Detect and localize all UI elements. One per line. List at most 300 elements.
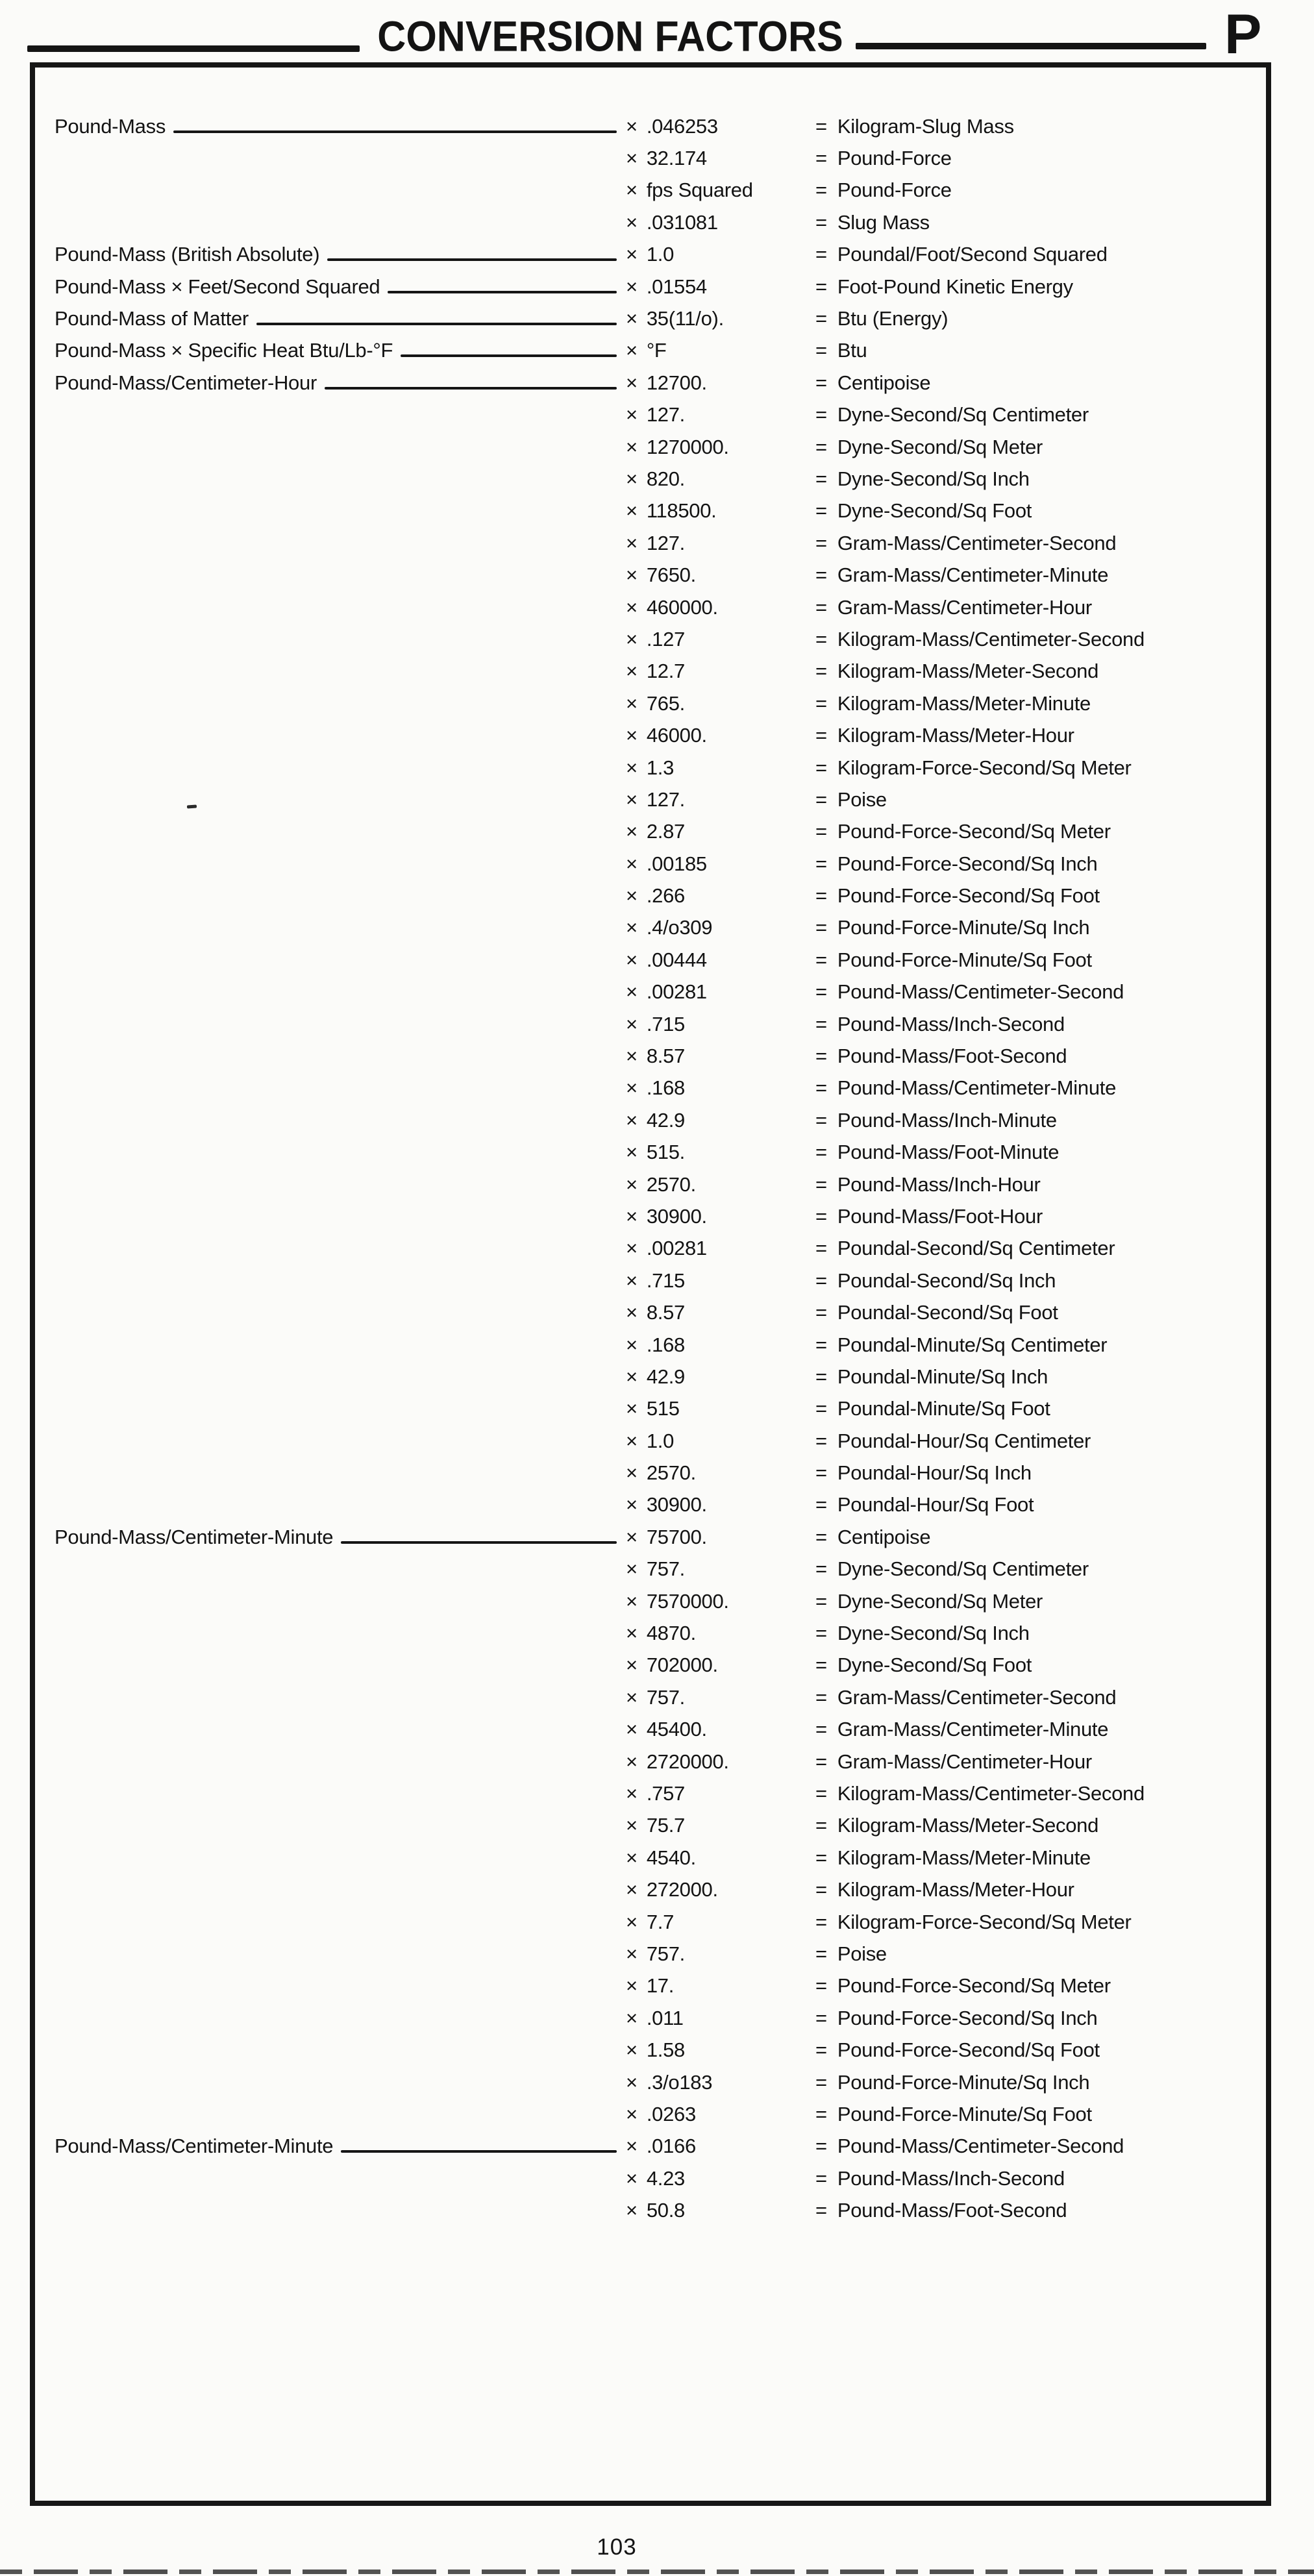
equals-sign: = [815, 275, 827, 298]
result-cell [815, 628, 1253, 651]
factor-value: 17. [646, 1974, 675, 1998]
table-row [35, 1137, 1266, 1169]
result-cell [815, 724, 1253, 747]
table-row [35, 848, 1266, 880]
unit-label: Pound-Mass [55, 114, 166, 138]
equals-sign: = [815, 1429, 827, 1452]
table-row [35, 591, 1266, 623]
table-row [35, 1906, 1266, 1938]
result-unit: Pound-Mass/Foot-Minute [837, 1141, 1060, 1164]
equals-sign: = [815, 2199, 827, 2222]
factor-cell [626, 499, 815, 523]
result-unit: Pound-Force [837, 179, 952, 202]
equals-sign: = [815, 1622, 827, 1645]
factor-value: .00281 [646, 980, 707, 1004]
multiply-sign: × [626, 1045, 638, 1068]
factor-cell [626, 1557, 815, 1581]
multiply-sign: × [626, 371, 638, 394]
unit-label: Pound-Mass × Feet/Second Squared [55, 275, 380, 298]
multiply-sign: × [626, 2102, 638, 2125]
result-cell [815, 1493, 1253, 1517]
result-cell [815, 660, 1253, 683]
factor-value: 702000. [646, 1653, 718, 1677]
factor-cell [626, 1526, 815, 1549]
scan-edge-artifact [0, 2570, 1314, 2574]
unit-label-cell [55, 2135, 626, 2158]
factor-cell [626, 788, 815, 811]
result-cell [815, 1333, 1253, 1357]
multiply-sign: × [626, 1108, 638, 1132]
table-row [35, 1457, 1266, 1489]
factor-cell [626, 436, 815, 459]
table-row [35, 1200, 1266, 1232]
multiply-sign: × [626, 210, 638, 234]
section-tab-letter: P [1224, 3, 1262, 66]
factor-value: .757 [646, 1782, 685, 1805]
factor-value: .127 [646, 627, 685, 650]
result-cell [815, 756, 1253, 780]
multiply-sign: × [626, 564, 638, 587]
equals-sign: = [815, 595, 827, 619]
table-row [35, 335, 1266, 367]
factor-cell [626, 1076, 815, 1100]
factor-cell [626, 2007, 815, 2030]
factor-value: 1.58 [646, 2038, 685, 2062]
factor-cell [626, 1461, 815, 1485]
unit-label-cell [55, 275, 626, 299]
multiply-sign: × [626, 595, 638, 619]
factor-value: 1.0 [646, 1429, 675, 1452]
result-cell [815, 1911, 1253, 1934]
factor-cell [626, 1045, 815, 1068]
multiply-sign: × [626, 1846, 638, 1869]
equals-sign: = [815, 499, 827, 523]
multiply-sign: × [626, 2199, 638, 2222]
factor-cell [626, 2199, 815, 2222]
table-row [35, 1008, 1266, 1040]
table-row [35, 1489, 1266, 1521]
result-unit: Gram-Mass/Centimeter-Minute [837, 564, 1109, 587]
result-unit: Pound-Force-Second/Sq Inch [837, 852, 1098, 875]
factor-value: 7.7 [646, 1910, 675, 1933]
table-row [35, 142, 1266, 174]
result-unit: Pound-Force-Second/Sq Foot [837, 2038, 1100, 2062]
equals-sign: = [815, 820, 827, 843]
factor-cell [626, 243, 815, 266]
factor-value: 12700. [646, 371, 707, 394]
result-cell [815, 1622, 1253, 1645]
result-cell [815, 884, 1253, 908]
leader-line [401, 354, 617, 357]
equals-sign: = [815, 691, 827, 715]
factor-cell [626, 532, 815, 555]
equals-sign: = [815, 210, 827, 234]
result-unit: Centipoise [837, 1525, 931, 1548]
table-row [35, 1650, 1266, 1681]
factor-cell [626, 660, 815, 683]
table-row [35, 367, 1266, 399]
factor-value: 75.7 [646, 1814, 685, 1837]
result-unit: Kilogram-Slug Mass [837, 114, 1014, 138]
result-unit: Pound-Force-Minute/Sq Foot [837, 2102, 1092, 2125]
result-unit: Foot-Pound Kinetic Energy [837, 275, 1073, 298]
multiply-sign: × [626, 1974, 638, 1998]
result-unit: Kilogram-Force-Second/Sq Meter [837, 1910, 1132, 1933]
table-row [35, 752, 1266, 784]
factor-value: 30900. [646, 1493, 707, 1517]
result-unit: Pound-Force-Minute/Sq Inch [837, 2070, 1090, 2094]
result-cell [815, 436, 1253, 459]
table-row [35, 1746, 1266, 1777]
equals-sign: = [815, 1076, 827, 1100]
equals-sign: = [815, 1012, 827, 1035]
equals-sign: = [815, 1333, 827, 1356]
result-unit: Pound-Force-Minute/Sq Foot [837, 948, 1092, 971]
factor-cell [626, 756, 815, 780]
factor-value: .715 [646, 1012, 685, 1035]
unit-label: Pound-Mass/Centimeter-Minute [55, 2135, 334, 2158]
table-row [35, 431, 1266, 463]
multiply-sign: × [626, 884, 638, 908]
factor-cell [626, 884, 815, 908]
factor-value: 8.57 [646, 1045, 685, 1068]
multiply-sign: × [626, 499, 638, 523]
multiply-sign: × [626, 1814, 638, 1837]
factor-value: .0166 [646, 2135, 696, 2158]
factor-value: 8.57 [646, 1301, 685, 1324]
equals-sign: = [815, 1557, 827, 1581]
result-cell [815, 1141, 1253, 1164]
multiply-sign: × [626, 1782, 638, 1805]
table-row [35, 623, 1266, 655]
factor-cell [626, 948, 815, 972]
table-row [35, 1361, 1266, 1393]
multiply-sign: × [626, 467, 638, 490]
leader-line [173, 130, 617, 133]
result-cell [815, 1045, 1253, 1068]
table-row [35, 1874, 1266, 1905]
equals-sign: = [815, 2070, 827, 2094]
leader-line [341, 2150, 617, 2153]
factor-value: .046253 [646, 114, 718, 138]
multiply-sign: × [626, 1301, 638, 1324]
factor-cell [626, 1590, 815, 1613]
result-cell [815, 1942, 1253, 1966]
multiply-sign: × [626, 787, 638, 811]
leader-line [341, 1541, 617, 1544]
result-cell [815, 1173, 1253, 1196]
factor-value: °F [646, 339, 667, 362]
factor-value: .266 [646, 884, 685, 908]
factor-cell [626, 1974, 815, 1998]
multiply-sign: × [626, 307, 638, 330]
result-unit: Kilogram-Mass/Meter-Hour [837, 724, 1074, 747]
factor-value: .031081 [646, 210, 718, 234]
factor-value: 1.3 [646, 756, 675, 779]
equals-sign: = [815, 1237, 827, 1260]
result-cell [815, 532, 1253, 555]
result-unit: Pound-Force-Minute/Sq Inch [837, 916, 1090, 939]
result-unit: Poundal-Second/Sq Foot [837, 1301, 1058, 1324]
factor-cell [626, 307, 815, 330]
equals-sign: = [815, 1814, 827, 1837]
multiply-sign: × [626, 660, 638, 683]
result-unit: Poise [837, 1942, 887, 1965]
conversion-table [35, 110, 1266, 2227]
factor-value: 12.7 [646, 660, 685, 683]
factor-value: 45400. [646, 1718, 707, 1741]
table-row [35, 399, 1266, 431]
factor-cell [626, 147, 815, 170]
multiply-sign: × [626, 1685, 638, 1709]
result-unit: Kilogram-Mass/Meter-Minute [837, 1846, 1091, 1869]
result-cell [815, 1461, 1253, 1485]
result-unit: Pound-Mass/Inch-Hour [837, 1172, 1041, 1196]
title-rule-right [856, 43, 1206, 49]
table-row [35, 239, 1266, 271]
result-cell [815, 1686, 1253, 1709]
equals-sign: = [815, 1878, 827, 1901]
multiply-sign: × [626, 1878, 638, 1901]
table-row [35, 656, 1266, 687]
multiply-sign: × [626, 1589, 638, 1613]
multiply-sign: × [626, 1237, 638, 1260]
result-cell [815, 1013, 1253, 1036]
unit-label-cell [55, 307, 626, 330]
table-row [35, 1554, 1266, 1585]
result-cell [815, 115, 1253, 138]
multiply-sign: × [626, 1557, 638, 1581]
factor-cell [626, 1141, 815, 1164]
result-unit: Gram-Mass/Centimeter-Hour [837, 1750, 1092, 1773]
table-row [35, 206, 1266, 238]
equals-sign: = [815, 1493, 827, 1517]
factor-value: 765. [646, 691, 685, 715]
table-row [35, 527, 1266, 559]
result-cell [815, 147, 1253, 170]
result-cell [815, 916, 1253, 939]
factor-value: 7570000. [646, 1589, 729, 1613]
factor-cell [626, 2135, 815, 2158]
factor-value: 1270000. [646, 435, 729, 458]
factor-cell [626, 275, 815, 299]
factor-value: 118500. [646, 499, 717, 523]
result-cell [815, 948, 1253, 972]
factor-value: 127. [646, 787, 685, 811]
factor-cell [626, 1750, 815, 1774]
result-cell [815, 852, 1253, 876]
result-unit: Kilogram-Mass/Meter-Second [837, 1814, 1099, 1837]
result-unit: Pound-Mass/Centimeter-Second [837, 2135, 1124, 2158]
result-unit: Gram-Mass/Centimeter-Second [837, 1685, 1117, 1709]
factor-cell [626, 1237, 815, 1260]
result-cell [815, 980, 1253, 1004]
multiply-sign: × [626, 1942, 638, 1965]
multiply-sign: × [626, 435, 638, 458]
equals-sign: = [815, 627, 827, 650]
result-cell [815, 692, 1253, 715]
multiply-sign: × [626, 1365, 638, 1388]
equals-sign: = [815, 1204, 827, 1228]
equals-sign: = [815, 1397, 827, 1420]
equals-sign: = [815, 2006, 827, 2029]
factor-value: 30900. [646, 1204, 707, 1228]
factor-cell [626, 2167, 815, 2190]
factor-cell [626, 1365, 815, 1389]
equals-sign: = [815, 1269, 827, 1292]
factor-value: 7650. [646, 564, 696, 587]
unit-label-cell [55, 115, 626, 138]
result-cell [815, 1076, 1253, 1100]
equals-sign: = [815, 1045, 827, 1068]
factor-cell [626, 916, 815, 939]
table-row [35, 1329, 1266, 1361]
result-unit: Dyne-Second/Sq Meter [837, 1589, 1043, 1613]
result-cell [815, 2199, 1253, 2222]
factor-cell [626, 1846, 815, 1870]
multiply-sign: × [626, 1493, 638, 1517]
equals-sign: = [815, 1653, 827, 1677]
result-cell [815, 1269, 1253, 1293]
result-cell [815, 339, 1253, 362]
multiply-sign: × [626, 1750, 638, 1773]
table-row [35, 1296, 1266, 1328]
multiply-sign: × [626, 1269, 638, 1292]
table-row [35, 1233, 1266, 1265]
factor-cell [626, 596, 815, 619]
equals-sign: = [815, 1718, 827, 1741]
table-row [35, 880, 1266, 911]
equals-sign: = [815, 2102, 827, 2125]
result-cell [815, 2103, 1253, 2126]
equals-sign: = [815, 1365, 827, 1388]
result-cell [815, 1974, 1253, 1998]
result-cell [815, 403, 1253, 427]
equals-sign: = [815, 1846, 827, 1869]
result-unit: Poise [837, 787, 887, 811]
multiply-sign: × [626, 531, 638, 554]
factor-cell [626, 1622, 815, 1645]
table-row [35, 2098, 1266, 2130]
factor-value: 35(11/o). [646, 307, 724, 330]
result-unit: Pound-Force-Second/Sq Inch [837, 2006, 1098, 2029]
result-unit: Pound-Mass/Inch-Second [837, 1012, 1065, 1035]
equals-sign: = [815, 114, 827, 138]
result-unit: Pound-Mass/Centimeter-Second [837, 980, 1124, 1004]
factor-value: 757. [646, 1942, 685, 1965]
result-unit: Pound-Mass/Centimeter-Minute [837, 1076, 1117, 1100]
table-row [35, 816, 1266, 848]
factor-cell [626, 1686, 815, 1709]
factor-value: 757. [646, 1557, 685, 1581]
multiply-sign: × [626, 339, 638, 362]
table-row [35, 2131, 1266, 2162]
table-row [35, 944, 1266, 976]
equals-sign: = [815, 1525, 827, 1548]
factor-value: .00185 [646, 852, 707, 875]
table-row [35, 2066, 1266, 2098]
factor-value: .4/o309 [646, 916, 713, 939]
multiply-sign: × [626, 1525, 638, 1548]
result-unit: Kilogram-Mass/Meter-Hour [837, 1878, 1074, 1901]
factor-value: .01554 [646, 275, 707, 298]
table-row [35, 1265, 1266, 1296]
factor-cell [626, 820, 815, 843]
result-cell [815, 596, 1253, 619]
factor-cell [626, 1942, 815, 1966]
multiply-sign: × [626, 1622, 638, 1645]
factor-cell [626, 980, 815, 1004]
factor-value: 1.0 [646, 243, 675, 266]
result-cell [815, 1365, 1253, 1389]
factor-cell [626, 467, 815, 491]
factor-value: 515 [646, 1397, 680, 1420]
result-cell [815, 211, 1253, 234]
factor-value: 50.8 [646, 2199, 685, 2222]
factor-cell [626, 1013, 815, 1036]
equals-sign: = [815, 1782, 827, 1805]
factor-value: fps Squared [646, 179, 753, 202]
factor-cell [626, 1911, 815, 1934]
result-unit: Gram-Mass/Centimeter-Second [837, 531, 1117, 554]
result-unit: Dyne-Second/Sq Centimeter [837, 403, 1089, 427]
result-unit: Pound-Force-Second/Sq Foot [837, 884, 1100, 908]
factor-value: 4870. [646, 1622, 696, 1645]
table-row [35, 1938, 1266, 1970]
table-row [35, 463, 1266, 495]
result-cell [815, 1205, 1253, 1228]
factor-cell [626, 564, 815, 587]
equals-sign: = [815, 403, 827, 427]
equals-sign: = [815, 756, 827, 779]
table-row [35, 1393, 1266, 1425]
table-row [35, 2162, 1266, 2194]
result-unit: Dyne-Second/Sq Foot [837, 499, 1032, 523]
multiply-sign: × [626, 916, 638, 939]
factor-value: 515. [646, 1141, 685, 1164]
factor-value: .168 [646, 1076, 685, 1100]
result-cell [815, 1718, 1253, 1741]
factor-cell [626, 692, 815, 715]
factor-cell [626, 1718, 815, 1741]
result-cell [815, 564, 1253, 587]
multiply-sign: × [626, 756, 638, 779]
multiply-sign: × [626, 852, 638, 875]
factor-value: 42.9 [646, 1108, 685, 1132]
result-cell [815, 1653, 1253, 1677]
equals-sign: = [815, 1750, 827, 1773]
result-cell [815, 1397, 1253, 1420]
equals-sign: = [815, 1141, 827, 1164]
multiply-sign: × [626, 1461, 638, 1485]
factor-cell [626, 724, 815, 747]
factor-value: 46000. [646, 724, 707, 747]
result-cell [815, 788, 1253, 811]
result-unit: Poundal/Foot/Second Squared [837, 243, 1108, 266]
result-unit: Kilogram-Mass/Centimeter-Second [837, 1782, 1145, 1805]
factor-value: .00281 [646, 1237, 707, 1260]
result-cell [815, 243, 1253, 266]
result-unit: Kilogram-Mass/Centimeter-Second [837, 627, 1145, 650]
result-unit: Pound-Mass/Inch-Second [837, 2166, 1065, 2190]
result-unit: Dyne-Second/Sq Meter [837, 435, 1043, 458]
factor-cell [626, 2103, 815, 2126]
result-unit: Poundal-Hour/Sq Centimeter [837, 1429, 1091, 1452]
table-row [35, 976, 1266, 1008]
multiply-sign: × [626, 1012, 638, 1035]
result-unit: Dyne-Second/Sq Centimeter [837, 1557, 1089, 1581]
equals-sign: = [815, 371, 827, 394]
